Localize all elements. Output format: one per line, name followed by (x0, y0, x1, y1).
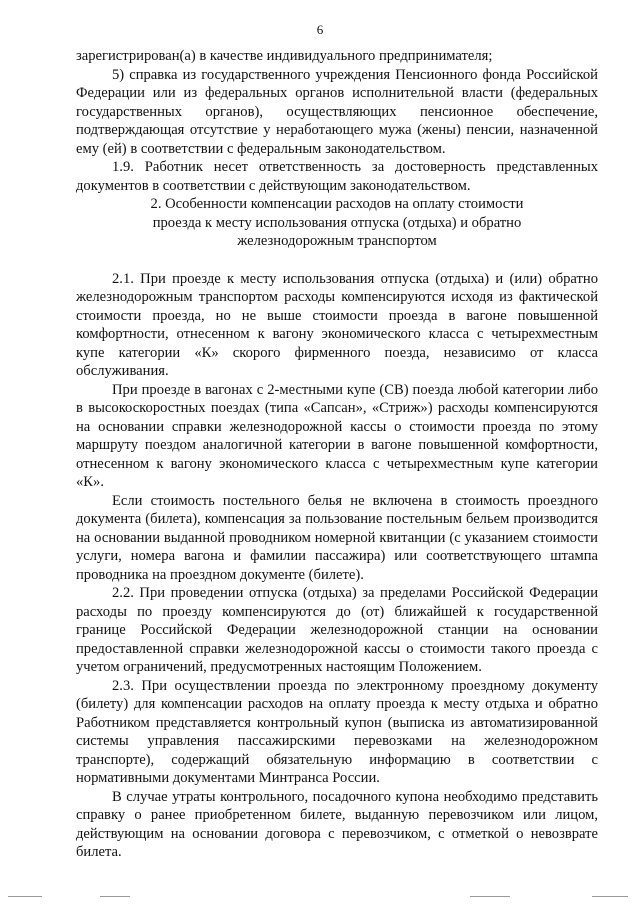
paragraph-bed-linen: Если стоимость постельного белья не включена в стоимость проездного документа (билета), компенсация за пользование постельным бельем производится на основании выданной проводником номерной квитанции (с указанием стоимости услуги, номера вагона и фамилии пассажира) или соответствующего штампа проводника на проездном документе (билете). (76, 492, 598, 583)
scan-artifact-line (8, 896, 42, 897)
paragraph-1-9: 1.9. Работник несет ответственность за достоверность представленных документов в соответствии с действующим законодательством. (76, 159, 598, 194)
section-heading: 2. Особенности компенсации расходов на оплату стоимости проезда к месту использования отпуска (отдыха) и обратно железнодорожным транспортом (150, 196, 524, 249)
page-number: 6 (316, 22, 324, 37)
paragraph-2-1: 2.1. При проезде к месту использования отпуска (отдыха) и (или) обратно железнодорожным транспортом расходы компенсируются исходя из фактической стоимости проезда, но не выше стоимости проезда в вагоне повышенной комфортности, отнесенном к вагону экономического класса с четырехместным купе категории «К» скорого фирменного поезда, независимо от класса обслуживания. (76, 270, 598, 379)
paragraph-2-2: 2.2. При проведении отпуска (отдыха) за пределами Российской Федерации расходы по проезду компенсируются до (от) ближайшей к государственной границе Российской Федерации железнодорожной станции на основании предоставленной справки железнодорожной кассы о стоимости такого проезда с учетом ограничений, предусмотренных настоящим Положением. (76, 585, 598, 675)
paragraph-coupon-loss: В случае утраты контрольного, посадочного купона необходимо представить справку о ранее приобретенном билете, выданную перевозчиком или лицом, действующим на основании договора с перевозчиком, с отметкой о невозврате билета. (76, 788, 598, 860)
scan-artifact-line (100, 896, 130, 897)
scan-artifact-line (470, 896, 510, 897)
paragraph-continuation: зарегистрирован(а) в качестве индивидуального предпринимателя; (76, 48, 493, 64)
paragraph-sv-compartments: При проезде в вагонах с 2-местными купе (СВ) поезда любой категории либо в высокоскоростных поездах (типа «Сапсан», «Стриж») расходы компенсируются на основании справки железнодорожной кассы о стоимости проезда по этому маршруту поездом аналогичной категории в вагоне повышенной комфортности, отнесенном к вагону экономического класса с четырехместным купе категории «К». (76, 381, 598, 490)
paragraph-2-3: 2.3. При осуществлении проезда по электронному проездному документу (билету) для компенсации расходов на оплату проезда к месту отдыха и обратно Работником представляется контрольный купон (выписка из автоматизированной системы управления пассажирскими перевозками на железнодорожном транспорте), содержащий обязательную информацию в соответствии с нормативными документами Минтранса России. (76, 677, 598, 786)
paragraph-item-5: 5) справка из государственного учреждения Пенсионного фонда Российской Федерации или из федеральных органов исполнительной власти (федеральных государственных органов), осуществляющих пенсионное обеспечение, подтверждающая отсутствие у неработающего мужа (жены) пенсии, назначенной ему (ей) в соответствии с федеральным законодательством. (76, 66, 598, 157)
scan-artifact-line (592, 896, 628, 897)
document-body (76, 47, 598, 862)
